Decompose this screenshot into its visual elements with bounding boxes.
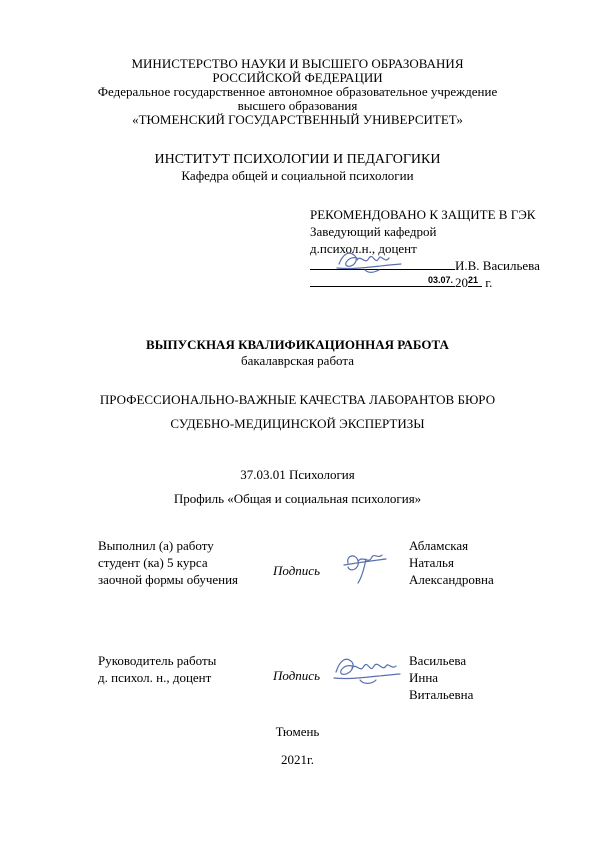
city-name: Тюмень — [275, 724, 320, 739]
approval-year-suffix: г. — [485, 275, 493, 290]
supervisor-first-name: Инна — [409, 670, 439, 685]
specialty-code: 37.03.01 Психология — [240, 467, 355, 482]
student-role-line-1: Выполнил (а) работу — [98, 538, 214, 553]
approval-year-handwritten: 21 — [468, 275, 479, 285]
profile-name: Профиль «Общая и социальная психология» — [173, 491, 422, 506]
student-name — [409, 537, 494, 588]
student-signature-image — [340, 545, 390, 585]
student-signature-label: Подпись — [273, 563, 320, 578]
document-year: 2021г. — [280, 752, 315, 767]
ministry-line-2: РОССИЙСКОЙ ФЕДЕРАЦИИ — [212, 70, 383, 85]
specialty-block — [0, 463, 595, 511]
institution-line-1: Федеральное государственное автономное образовательное учреждение — [97, 84, 498, 99]
supervisor-patronymic: Витальевна — [409, 687, 474, 702]
student-surname: Абламская — [409, 538, 469, 553]
student-first-name: Наталья — [409, 555, 454, 570]
recommendation-text: РЕКОМЕНДОВАНО К ЗАЩИТЕ В ГЭК — [310, 207, 536, 222]
work-title-block — [0, 337, 595, 369]
supervisor-signature-label: Подпись — [273, 668, 320, 683]
student-role-line-3: заочной формы обучения — [98, 572, 239, 587]
supervisor-role-line-2: д. психол. н., доцент — [98, 670, 212, 685]
ministry-line-1: МИНИСТЕРСТВО НАУКИ И ВЫСШЕГО ОБРАЗОВАНИЯ — [131, 56, 464, 71]
topic-block — [0, 388, 595, 436]
institute-block — [0, 152, 595, 184]
institute-name: ИНСТИТУТ ПСИХОЛОГИИ И ПЕДАГОГИКИ — [154, 152, 441, 167]
approval-date-row — [310, 274, 580, 291]
supervisor-name — [409, 652, 473, 703]
topic-line-1: ПРОФЕССИОНАЛЬНО-ВАЖНЫЕ КАЧЕСТВА ЛАБОРАНТОВ БЮРО — [99, 392, 496, 407]
student-role-line-2: студент (ка) 5 курса — [98, 555, 208, 570]
approval-date-handwritten: 03.07. — [427, 275, 453, 285]
approval-year-prefix: 20 — [455, 275, 468, 290]
topic-line-2: СУДЕБНО-МЕДИЦИНСКОЙ ЭКСПЕРТИЗЫ — [170, 416, 425, 431]
head-name: И.В. Васильева — [455, 258, 540, 273]
footer-block — [0, 718, 595, 774]
ministry-header — [0, 57, 595, 127]
head-position: Заведующий кафедрой — [310, 224, 437, 239]
student-role — [98, 537, 238, 588]
university-name: «ТЮМЕНСКИЙ ГОСУДАРСТВЕННЫЙ УНИВЕРСИТЕТ» — [132, 112, 463, 127]
supervisor-role — [98, 652, 216, 686]
department-name: Кафедра общей и социальной психологии — [181, 168, 414, 183]
head-degree: д.психол.н., доцент — [310, 241, 417, 256]
supervisor-surname: Васильева — [409, 653, 467, 668]
supervisor-signature-image — [330, 652, 402, 688]
work-type-title: ВЫПУСКНАЯ КВАЛИФИКАЦИОННАЯ РАБОТА — [146, 337, 449, 352]
head-signature-image — [335, 246, 405, 276]
approval-year-line — [468, 274, 482, 287]
supervisor-role-line-1: Руководитель работы — [98, 653, 217, 668]
student-patronymic: Александровна — [409, 572, 494, 587]
institution-line-2: высшего образования — [237, 98, 358, 113]
work-type-subtitle: бакалаврская работа — [241, 353, 354, 368]
